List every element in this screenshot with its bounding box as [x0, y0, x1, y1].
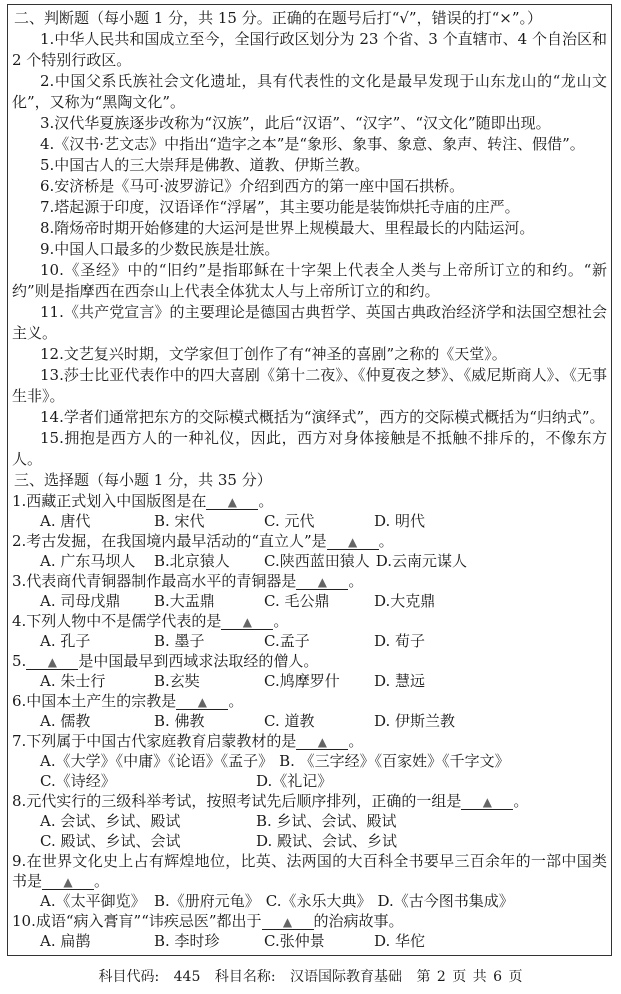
- option: B. 宋代: [154, 512, 205, 530]
- answer-blank-triangle-icon: ▲: [461, 795, 513, 810]
- option: D. 荀子: [374, 632, 426, 650]
- question-stem: [12, 731, 607, 751]
- answer-blank-triangle-icon: ▲: [176, 695, 228, 710]
- stem-text: 8.元代实行的三级科举考试，按照考试先后顺序排列，正确的一组是: [12, 792, 462, 810]
- option: A. 广东马坝人: [40, 552, 136, 570]
- options: [12, 811, 607, 851]
- question-stem: [12, 791, 607, 811]
- option: A. 扁鹊: [40, 932, 91, 950]
- option: B.玄奘: [154, 672, 200, 690]
- question: [12, 791, 607, 851]
- options: [12, 931, 607, 951]
- true-false-item: 3.汉代华夏族逐步改称为“汉族”，此后“汉语”、“汉字”、“汉文化”随即出现。: [40, 114, 551, 132]
- option: B. 《三字经》《百家姓》《千字文》: [279, 752, 510, 770]
- option: C. 道教: [264, 712, 315, 730]
- option: A. 儒教: [40, 712, 91, 730]
- stem-text: 9.在世界文化史上占有辉煌地位，比英、法两国的大百科全书要早三百余年的一部中国类书是: [12, 852, 607, 890]
- true-false-item: 15.拥抱是西方人的一种礼仪，因此，西方对身体接触是不抵触不排斥的，不像东方人。: [12, 429, 607, 468]
- question-stem: [12, 571, 607, 591]
- stem-text: 1.西藏正式划入中国版图是在: [12, 492, 207, 510]
- question-stem: [12, 911, 607, 931]
- question-stem: [12, 651, 607, 671]
- answer-blank-triangle-icon: ▲: [42, 875, 94, 890]
- option: C.《永乐大典》: [265, 892, 372, 910]
- multiple-choice-section: [12, 491, 607, 951]
- page-footer: [0, 968, 621, 986]
- option: D.大克鼎: [374, 592, 436, 610]
- question-stem: [12, 691, 607, 711]
- answer-blank-triangle-icon: ▲: [296, 575, 348, 590]
- options: [12, 751, 607, 791]
- subject-code: 445: [173, 969, 201, 985]
- stem-text: 。: [273, 612, 289, 630]
- options: [12, 631, 607, 651]
- answer-blank-triangle-icon: ▲: [206, 495, 258, 510]
- stem-text: 5.: [12, 652, 27, 670]
- options: [12, 671, 607, 691]
- stem-text: 。: [258, 492, 274, 510]
- option: A. 唐代: [40, 512, 91, 530]
- exam-content-box: [7, 4, 612, 956]
- option: A.《大学》《中庸》《论语》《孟子》: [40, 752, 274, 770]
- options: [12, 711, 607, 731]
- stem-text: 。: [348, 732, 364, 750]
- question: [12, 651, 607, 691]
- question: [12, 731, 607, 791]
- option: D.云南元谋人: [375, 552, 467, 570]
- option: A. 会试、乡试、殿试: [40, 812, 181, 830]
- stem-text: 4.下列人物中不是儒学代表的是: [12, 612, 222, 630]
- answer-blank-triangle-icon: ▲: [327, 535, 379, 550]
- option: C.孟子: [264, 632, 310, 650]
- option: B. 佛教: [154, 712, 205, 730]
- question-stem: [12, 611, 607, 631]
- true-false-item: 7.塔起源于印度，汉语译作“浮屠”，其主要功能是装饰烘托寺庙的庄严。: [40, 198, 520, 216]
- true-false-item: 6.安济桥是《马可·波罗游记》介绍到西方的第一座中国石拱桥。: [40, 177, 465, 195]
- stem-text: 。: [513, 792, 529, 810]
- question-stem: [12, 491, 607, 511]
- question: [12, 611, 607, 651]
- question: [12, 691, 607, 731]
- answer-blank-triangle-icon: ▲: [262, 915, 314, 930]
- question: [12, 571, 607, 611]
- page-number: 第 2 页 共 6 页: [416, 969, 523, 985]
- answer-blank-triangle-icon: ▲: [296, 735, 348, 750]
- true-false-item: 13.莎士比亚代表作中的四大喜剧《第十二夜》、《仲夏夜之梦》、《威尼斯商人》、《无事生非》。: [12, 366, 607, 405]
- option: C. 毛公鼎: [264, 592, 330, 610]
- true-false-item: 4.《汉书·艺文志》中指出“造字之本”是“象形、象事、象意、象声、转注、假借”。: [40, 135, 585, 153]
- subject-name-label: 科目名称:: [214, 969, 276, 985]
- true-false-item: 10.《圣经》中的“旧约”是指耶稣在十字架上代表全人类与上帝所订立的和约。“新约”则是指摩西在西奈山上代表全体犹太人与上帝所订立的和约。: [12, 261, 607, 300]
- option: D. 殿试、会试、乡试: [256, 832, 398, 850]
- true-false-item: 1.中华人民共和国成立至今，全国行政区划分为 23 个省、3 个直辖市、4 个自治区和 2 个特别行政区。: [12, 30, 607, 69]
- option: C.鸠摩罗什: [264, 672, 340, 690]
- option: D. 华佗: [374, 932, 426, 950]
- option: B.北京猿人: [154, 552, 230, 570]
- answer-blank-triangle-icon: ▲: [221, 615, 273, 630]
- section-2-title: 二、判断题（每小题 1 分，共 15 分。正确的在题号后打“√”，错误的打“×”。）: [14, 9, 543, 27]
- option: A. 朱士行: [40, 672, 106, 690]
- option: B. 乡试、会试、殿试: [256, 812, 397, 830]
- option: A.《太平御览》: [40, 892, 146, 910]
- options: [12, 591, 607, 611]
- option: C.张仲景: [264, 932, 325, 950]
- true-false-section: [12, 29, 607, 470]
- option: D. 伊斯兰教: [374, 712, 456, 730]
- option: B. 墨子: [154, 632, 205, 650]
- options: [12, 551, 607, 571]
- option: D. 慧远: [374, 672, 426, 690]
- question: [12, 491, 607, 531]
- true-false-item: 12.文艺复兴时期，文学家但丁创作了有“神圣的喜剧”之称的《天堂》。: [40, 345, 507, 363]
- option: B.大盂鼎: [154, 592, 215, 610]
- question: [12, 851, 607, 911]
- question: [12, 531, 607, 571]
- true-false-item: 9.中国人口最多的少数民族是壮族。: [40, 240, 280, 258]
- stem-text: 。: [378, 532, 394, 550]
- option: B.《册府元龟》: [154, 892, 260, 910]
- option: C.陕西蓝田猿人: [264, 552, 370, 570]
- question-stem: [12, 851, 607, 891]
- true-false-item: 14.学者们通常把东方的交际模式概括为“演绎式”，西方的交际模式概括为“归纳式”。: [40, 408, 605, 426]
- subject-code-label: 科目代码:: [98, 969, 160, 985]
- true-false-item: 2.中国父系氏族社会文化遗址，具有代表性的文化是最早发现于山东龙山的“龙山文化”，又称为“黑陶文化”。: [12, 72, 607, 111]
- stem-text: 。: [228, 692, 244, 710]
- stem-text: 3.代表商代青铜器制作最高水平的青铜器是: [12, 572, 297, 590]
- option: D. 明代: [374, 512, 426, 530]
- true-false-item: 8.隋炀帝时期开始修建的大运河是世界上规模最大、里程最长的内陆运河。: [40, 219, 535, 237]
- options: [12, 891, 607, 911]
- answer-blank-triangle-icon: ▲: [26, 655, 78, 670]
- option: A. 司母戊鼎: [40, 592, 121, 610]
- option: C. 元代: [264, 512, 315, 530]
- option: A. 孔子: [40, 632, 91, 650]
- true-false-item: 5.中国古人的三大崇拜是佛教、道教、伊斯兰教。: [40, 156, 370, 174]
- stem-text: 的治病故事。: [313, 912, 404, 930]
- option: D.《礼记》: [256, 772, 333, 790]
- stem-text: 。: [94, 872, 110, 890]
- stem-text: 是中国最早到西域求法取经的僧人。: [78, 652, 319, 670]
- stem-text: 10.成语“病入膏肓”“讳疾忌医”都出于: [12, 912, 262, 930]
- option: C.《诗经》: [40, 772, 116, 790]
- option: D.《古今图书集成》: [377, 892, 514, 910]
- subject-name: 汉语国际教育基础: [290, 969, 402, 985]
- stem-text: 7.下列属于中国古代家庭教育启蒙教材的是: [12, 732, 297, 750]
- option: C. 殿试、乡试、会试: [40, 832, 181, 850]
- option: B. 李时珍: [154, 932, 220, 950]
- section-3-title: 三、选择题（每小题 1 分，共 35 分）: [14, 471, 272, 489]
- stem-text: 6.中国本土产生的宗教是: [12, 692, 177, 710]
- true-false-item: 11.《共产党宣言》的主要理论是德国古典哲学、英国古典政治经济学和法国空想社会主义。: [12, 303, 607, 342]
- stem-text: 。: [348, 572, 364, 590]
- stem-text: 2.考古发掘，在我国境内最早活动的“直立人”是: [12, 532, 327, 550]
- question-stem: [12, 531, 607, 551]
- question: [12, 911, 607, 951]
- options: [12, 511, 607, 531]
